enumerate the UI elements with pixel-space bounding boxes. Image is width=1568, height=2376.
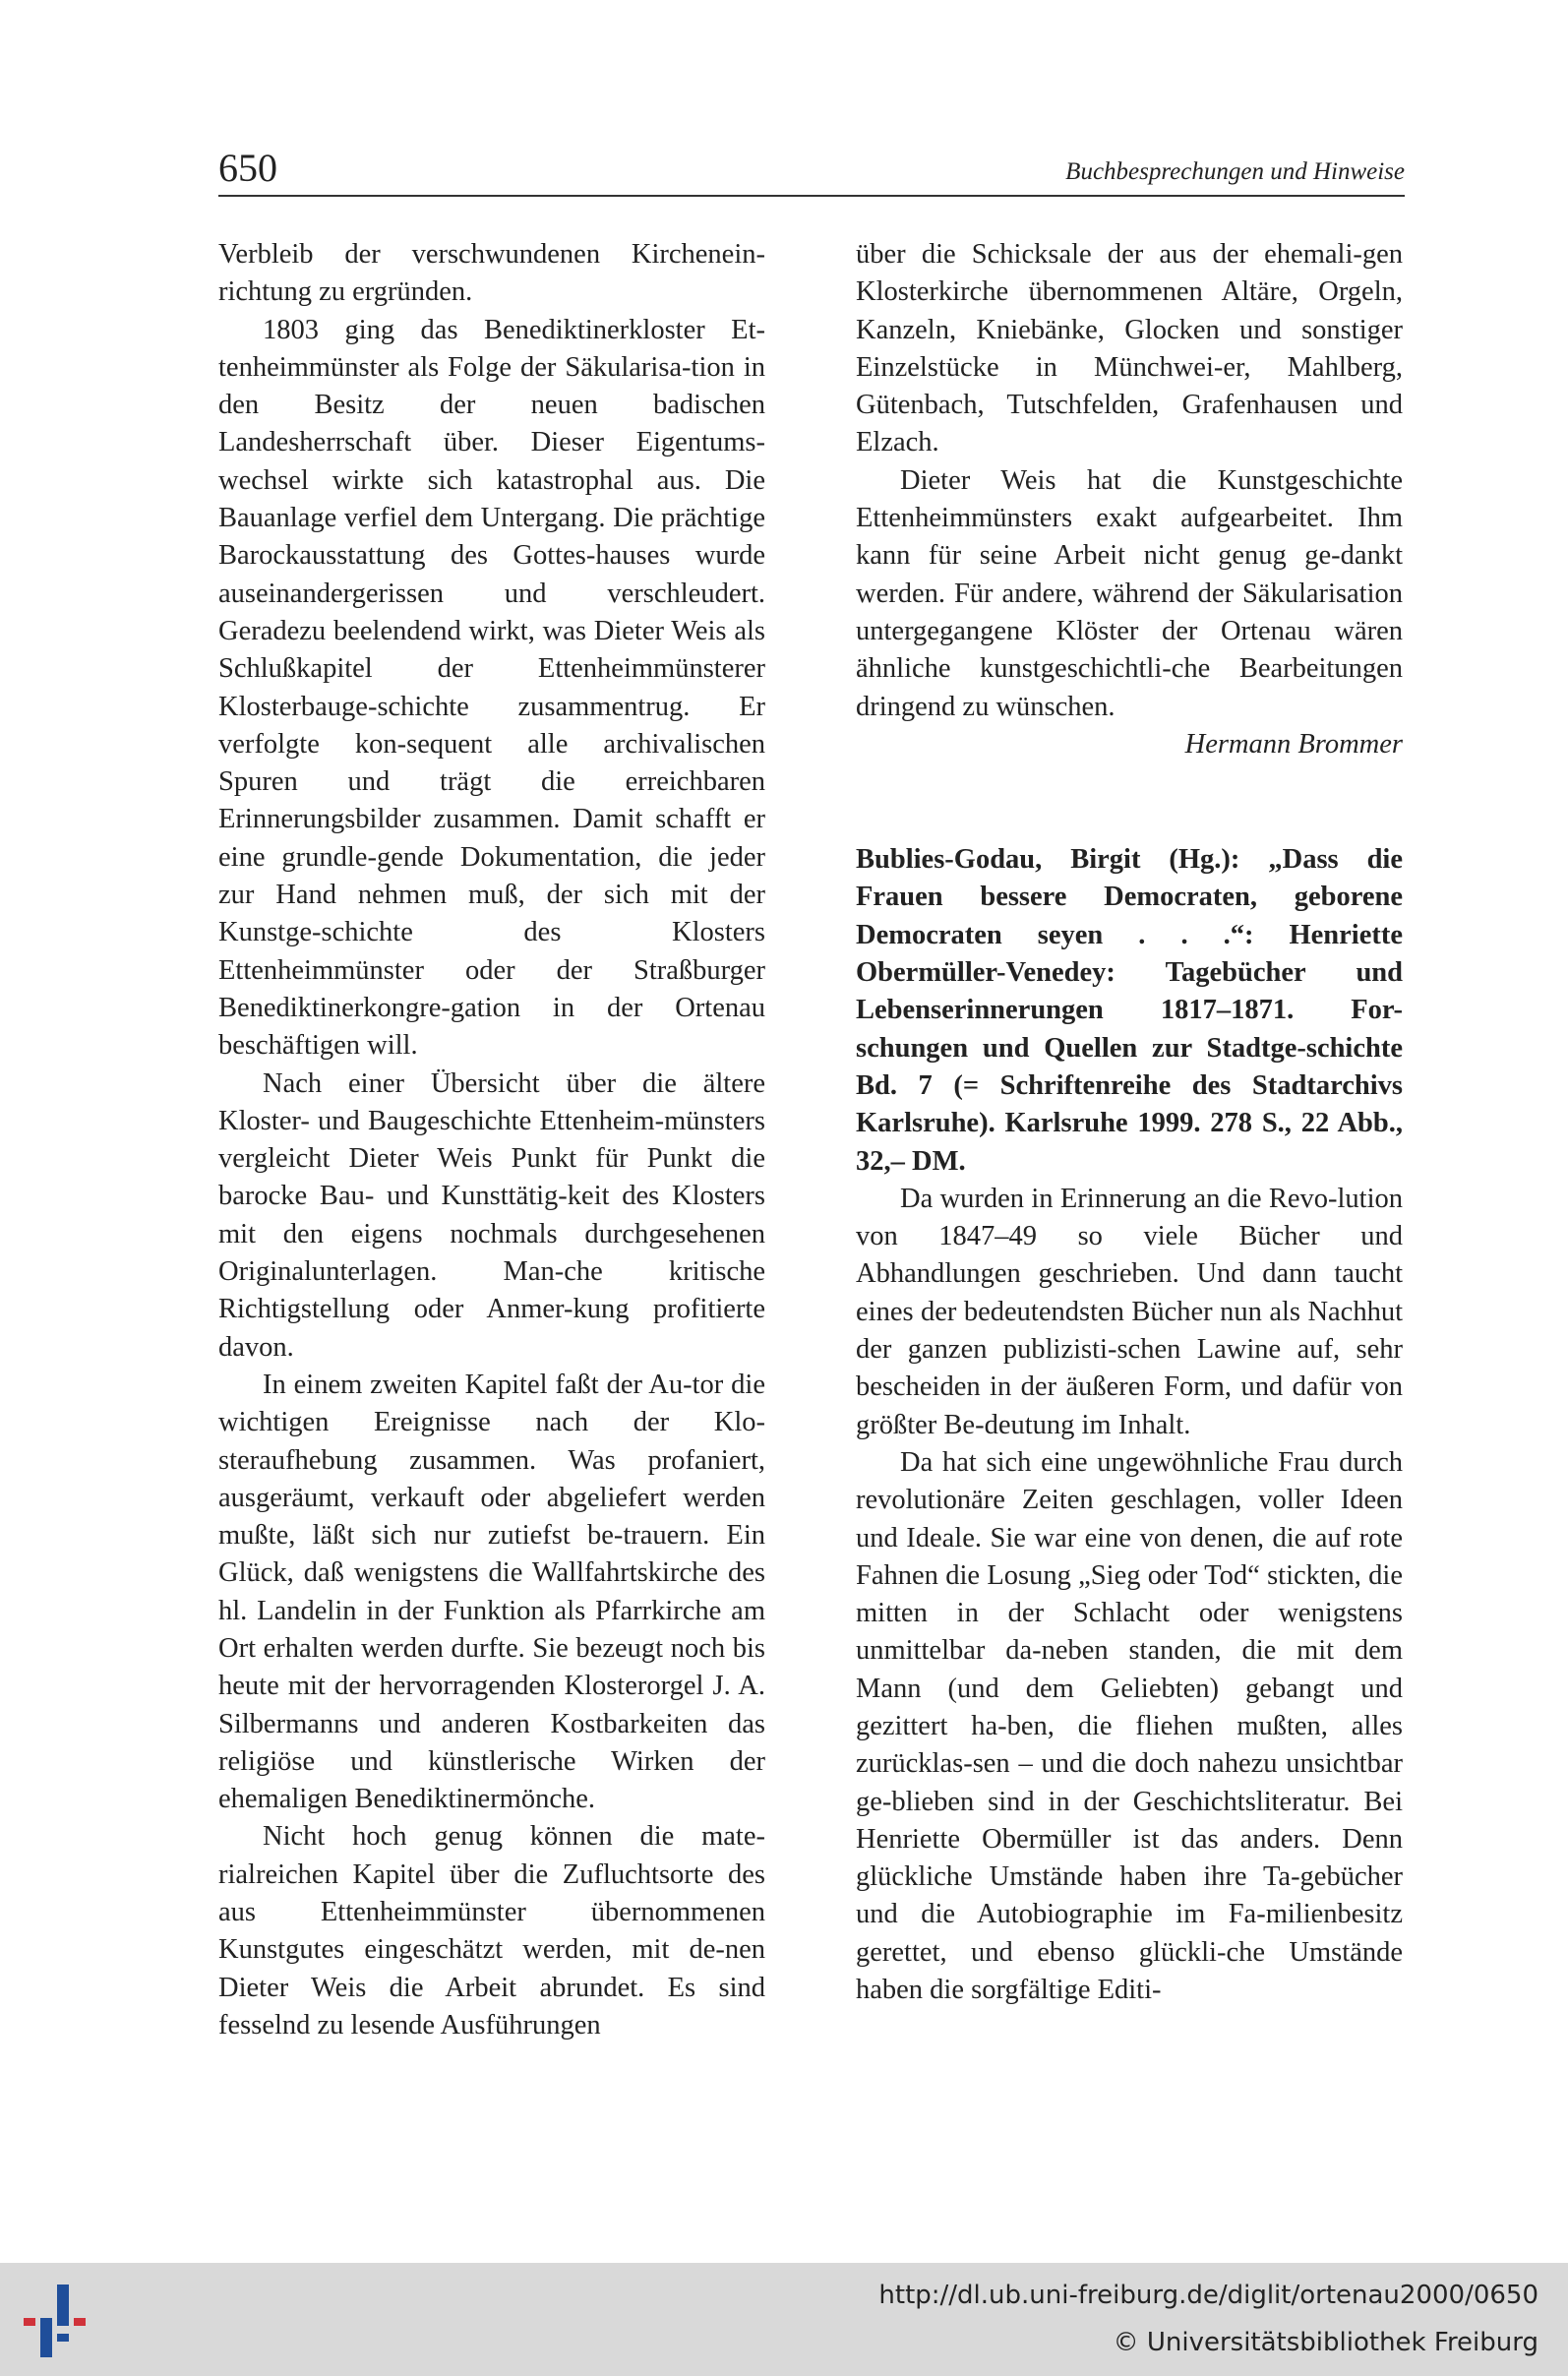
header-rule <box>218 195 1405 197</box>
paragraph: über die Schicksale der aus der ehemali-gen Klosterkirche übernommenen Altäre, Orgeln, Kanzeln, Kniebänke, Glocken und sonstiger Einzelstücke in Münchwei-er, Mahlberg, Gütenbach, Tutschfelden, Grafenhausen und Elzach. <box>856 239 1403 458</box>
copyright-notice: © Universitätsbibliothek Freiburg <box>1113 2328 1538 2357</box>
ub-freiburg-logo-icon[interactable] <box>24 2279 102 2361</box>
review-heading: Bublies-Godau, Birgit (Hg.): „Dass die Frauen bessere Democraten, geborene Democraten seyen . . .“: Henriette Obermüller-Venedey: Tagebücher und Lebenserinnerungen 1817–1871. For-schungen und Quellen zur Stadtge-schichte Bd. 7 (= Schriftenreihe des Stadtarchivs Karlsruhe). Karlsruhe 1999. 278 S., 22 Abb., 32,– DM. <box>856 844 1403 1177</box>
paragraph: Nicht hoch genug können die mate-rialreichen Kapitel über die Zufluchtsorte des aus Ettenheimmünster übernommenen Kunstgutes eingeschätzt werden, mit de-nen Dieter Weis die Arbeit abrundet. Es sind fesselnd zu lesende Ausführungen <box>218 1821 765 2041</box>
paragraph: 1803 ging das Benediktinerkloster Et-tenheimmünster als Folge der Säkularisa-tion in den Besitz der neuen badischen Landesherrschaft über. Dieser Eigentums-wechsel wirkte sich katastrophal aus. Die Bauanlage verfiel dem Untergang. Die prächtige Barockausstattung des Gottes-hauses wurde auseinandergerissen und verschleudert. Geradezu beelendend wirkt, was Dieter Weis als Schlußkapitel der Ettenheimmünsterer Klosterbauge-schichte zusammentrug. Er verfolgte kon-sequent alle archivalischen Spuren und trägt die erreichbaren Erinnerungsbilder zusammen. Damit schafft er eine grundle-gende Dokumentation, die jeder zur Hand nehmen muß, der sich mit der Kunstge-schichte des Klosters Ettenheimmünster oder der Straßburger Benediktinerkongre-gation in der Ortenau beschäftigen will. <box>218 314 765 1062</box>
right-column <box>856 236 1403 2009</box>
paragraph: Nach einer Übersicht über die ältere Kloster- und Baugeschichte Ettenheim-münsters vergleicht Dieter Weis Punkt für Punkt die barocke Bau- und Kunsttätig-keit des Klosters mit den eigens nochmals durchgesehenen Originalunterlagen. Man-che kritische Richtigstellung oder Anmer-kung profitierte davon. <box>218 1067 765 1363</box>
paragraph: In einem zweiten Kapitel faßt der Au-tor die wichtigen Ereignisse nach der Klo-steraufhebung zusammen. Was profaniert, ausgeräumt, verkauft oder abgeliefert werden mußte, läßt sich nur zutiefst be-trauern. Ein Glück, daß wenigstens die Wallfahrtskirche des hl. Landelin in der Funktion als Pfarrkirche am Ort erhalten werden durfte. Sie bezeugt noch bis heute mit der hervorragenden Klosterorgel J. A. Silbermanns und anderen Kostbarkeiten das religiöse und künstlerische Wirken der ehemaligen Benediktinermönche. <box>218 1369 765 1815</box>
left-column <box>218 236 765 2044</box>
paragraph: Da hat sich eine ungewöhnliche Frau durch revolutionäre Zeiten geschlagen, voller Ideen und Ideale. Sie war eine von denen, die auf rote Fahnen die Losung „Sieg oder Tod“ stickten, die mitten in der Schlacht oder wenigstens unmittelbar da-neben standen, die mit dem Mann (und dem Geliebten) gebangt und gezittert ha-ben, die fliehen mußten, alles zurücklas-sen – und die doch nahezu unsichtbar ge-blieben sind in der Geschichtsliteratur. Bei Henriette Obermüller ist das anders. Denn glückliche Umstände haben ihre Ta-gebücher und die Autobiographie im Fa-milienbesitz gerettet, und ebenso glückli-che Umstände haben die sorgfältige Editi- <box>856 1446 1403 2006</box>
page-header <box>218 146 1405 197</box>
footer-bar <box>0 2263 1568 2376</box>
running-head: Buchbesprechungen und Hinweise <box>1065 158 1405 185</box>
paragraph: Dieter Weis hat die Kunstgeschichte Ettenheimmünsters exakt aufgearbeitet. Ihm kann für seine Arbeit nicht genug ge-dankt werden. Für andere, während der Säkularisation untergegangene Klöster der Ortenau wären ähnliche kunstgeschichtli-che Bearbeitungen dringend zu wünschen. <box>856 464 1403 722</box>
page-number: 650 <box>218 146 277 190</box>
review-signature: Hermann Brommer <box>1184 728 1403 760</box>
document-url-link[interactable]: http://dl.ub.uni-freiburg.de/diglit/ortenau2000/0650 <box>878 2281 1538 2310</box>
paragraph: Verbleib der verschwundenen Kirchenein-richtung zu ergründen. <box>218 239 765 308</box>
paragraph: Da wurden in Erinnerung an die Revo-lution von 1847–49 so viele Bücher und Abhandlungen geschrieben. Und dann taucht eines der bedeutendsten Bücher nun als Nachhut der ganzen publizisti-schen Lawine auf, sehr bescheiden in der äußeren Form, und dafür von größter Be-deutung im Inhalt. <box>856 1183 1403 1440</box>
